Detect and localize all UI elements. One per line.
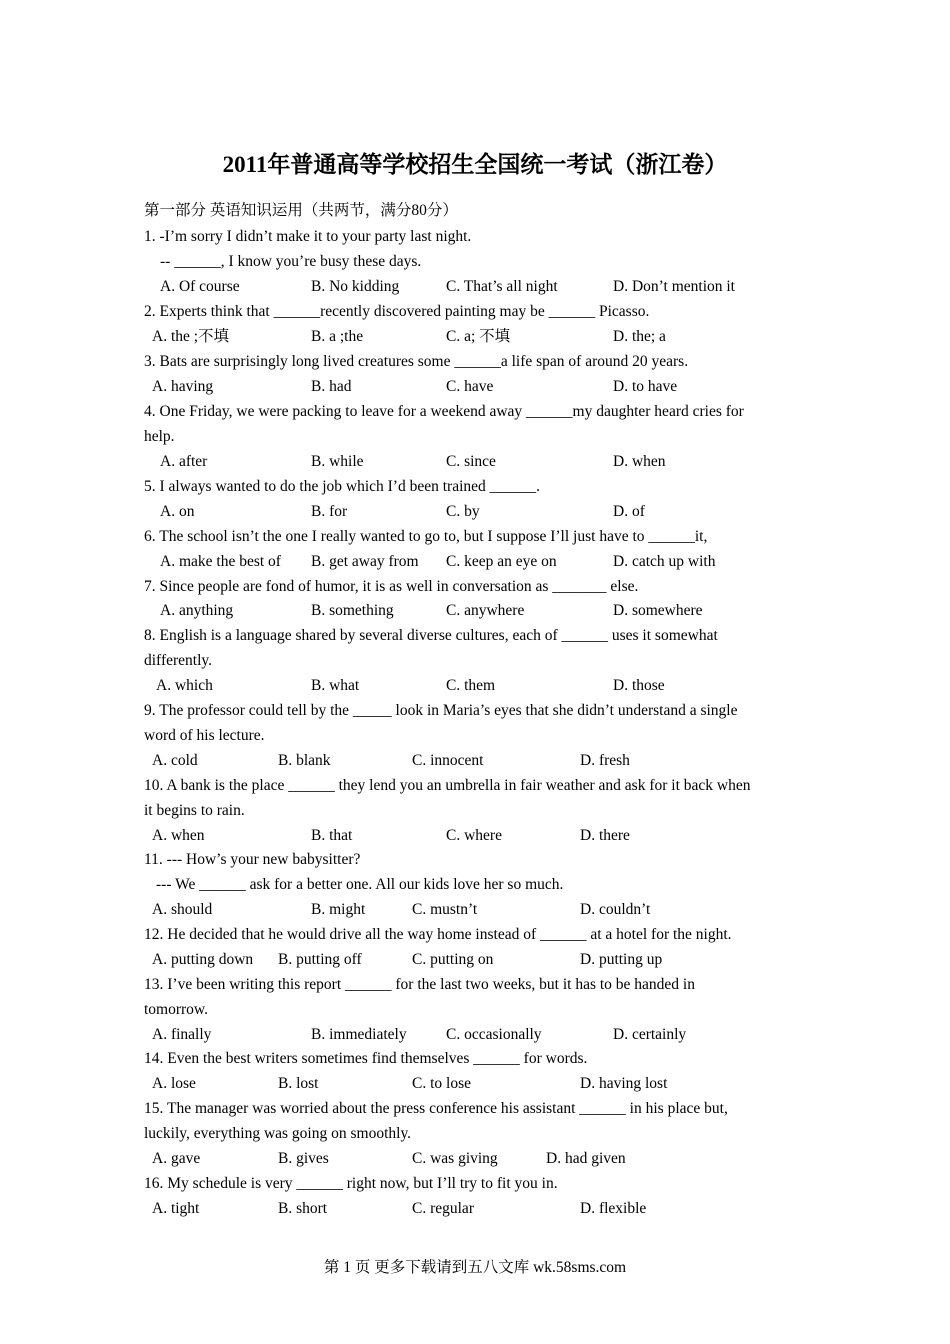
question-11-option-b: B. might (311, 901, 366, 918)
question-8-option-c: C. them (446, 677, 496, 694)
question-9-option-a: A. cold (152, 752, 198, 769)
question-16-option-d: D. flexible (580, 1200, 647, 1217)
question-12-option-a: A. putting down (152, 951, 254, 968)
question-14-option-c: C. to lose (412, 1075, 471, 1092)
question-13-option-b: B. immediately (311, 1026, 407, 1043)
question-2-stem: 2. Experts think that ______recently discovered painting may be ______ Picasso. (144, 303, 650, 320)
question-13-stem: 13. I’ve been writing this report ______ for the last two weeks, but it has to be handed in (144, 976, 695, 993)
question-16-option-c: C. regular (412, 1200, 474, 1217)
question-10-option-a: A. when (152, 827, 205, 844)
question-4-option-a: A. after (160, 453, 208, 470)
question-6-option-b: B. get away from (311, 553, 419, 570)
question-15-option-c: C. was giving (412, 1150, 498, 1167)
question-2-option-a: A. the ;不填 (152, 328, 230, 345)
question-15-stem: 15. The manager was worried about the press conference his assistant ______ in his place but, (144, 1100, 728, 1117)
question-11-option-c: C. mustn’t (412, 901, 478, 918)
question-10-option-b: B. that (311, 827, 353, 844)
question-11-stem-cont: --- We ______ ask for a better one. All our kids love her so much. (156, 876, 564, 893)
section-heading: 第一部分 英语知识运用（共两节，满分80分） (144, 202, 458, 219)
question-10-option-c: C. where (446, 827, 502, 844)
question-8-option-d: D. those (613, 677, 665, 694)
question-9-stem-cont: word of his lecture. (144, 727, 265, 744)
question-6-stem: 6. The school isn’t the one I really wanted to go to, but I suppose I’ll just have to ______it, (144, 528, 708, 545)
question-7-option-a: A. anything (160, 602, 234, 619)
question-13-stem-cont: tomorrow. (144, 1001, 208, 1018)
question-5-option-b: B. for (311, 503, 348, 520)
question-11-option-a: A. should (152, 901, 213, 918)
question-8-option-a: A. which (156, 677, 213, 694)
question-2-option-d: D. the; a (613, 328, 666, 345)
question-8-stem: 8. English is a language shared by several diverse cultures, each of ______ uses it somewhat (144, 627, 718, 644)
question-15-option-d: D. had given (546, 1150, 626, 1167)
question-10-stem-cont: it begins to rain. (144, 802, 245, 819)
question-12-option-c: C. putting on (412, 951, 494, 968)
question-3-option-b: B. had (311, 378, 352, 395)
question-9-stem: 9. The professor could tell by the _____ look in Maria’s eyes that she didn’t understand a single (144, 702, 738, 719)
question-1-option-b: B. No kidding (311, 278, 400, 295)
question-15-stem-cont: luckily, everything was going on smoothly. (144, 1125, 412, 1142)
question-7-option-b: B. something (311, 602, 394, 619)
question-9-option-b: B. blank (278, 752, 331, 769)
question-8-option-b: B. what (311, 677, 360, 694)
question-10-option-d: D. there (580, 827, 630, 844)
question-16-option-b: B. short (278, 1200, 328, 1217)
question-14-stem: 14. Even the best writers sometimes find themselves ______ for words. (144, 1050, 588, 1067)
question-4-stem: 4. One Friday, we were packing to leave for a weekend away ______my daughter heard cries for (144, 403, 744, 420)
question-9-option-c: C. innocent (412, 752, 484, 769)
question-9-option-d: D. fresh (580, 752, 630, 769)
question-4-option-c: C. since (446, 453, 496, 470)
question-3-stem: 3. Bats are surprisingly long lived creatures some ______a life span of around 20 years. (144, 353, 689, 370)
question-14-option-d: D. having lost (580, 1075, 668, 1092)
question-5-option-d: D. of (613, 503, 645, 520)
question-2-option-c: C. a; 不填 (446, 328, 511, 345)
question-15-option-b: B. gives (278, 1150, 329, 1167)
question-1-stem-cont: -- ______, I know you’re busy these days. (160, 253, 422, 270)
question-1-option-d: D. Don’t mention it (613, 278, 735, 295)
question-3-option-c: C. have (446, 378, 494, 395)
question-11-option-d: D. couldn’t (580, 901, 651, 918)
question-5-option-c: C. by (446, 503, 480, 520)
question-1-option-a: A. Of course (160, 278, 240, 295)
question-7-stem: 7. Since people are fond of humor, it is as well in conversation as _______ else. (144, 578, 639, 595)
question-16-option-a: A. tight (152, 1200, 200, 1217)
question-14-option-b: B. lost (278, 1075, 319, 1092)
question-8-stem-cont: differently. (144, 652, 213, 669)
question-1-stem: 1. -I’m sorry I didn’t make it to your party last night. (144, 228, 472, 245)
question-13-option-a: A. finally (152, 1026, 212, 1043)
question-12-option-d: D. putting up (580, 951, 663, 968)
question-6-option-c: C. keep an eye on (446, 553, 557, 570)
question-13-option-c: C. occasionally (446, 1026, 542, 1043)
question-13-option-d: D. certainly (613, 1026, 687, 1043)
question-7-option-c: C. anywhere (446, 602, 525, 619)
question-6-option-a: A. make the best of (160, 553, 281, 570)
question-14-option-a: A. lose (152, 1075, 196, 1092)
question-15-option-a: A. gave (152, 1150, 201, 1167)
question-12-option-b: B. putting off (278, 951, 362, 968)
question-4-option-d: D. when (613, 453, 666, 470)
question-6-option-d: D. catch up with (613, 553, 716, 570)
question-4-option-b: B. while (311, 453, 364, 470)
question-4-stem-cont: help. (144, 428, 175, 445)
question-1-option-c: C. That’s all night (446, 278, 558, 295)
question-12-stem: 12. He decided that he would drive all the way home instead of ______ at a hotel for the night. (144, 926, 732, 943)
page-footer: 第 1 页 更多下载请到五八文库 wk.58sms.com (323, 1259, 627, 1276)
question-5-stem: 5. I always wanted to do the job which I’d been trained ______. (144, 478, 541, 495)
question-3-option-a: A. having (152, 378, 214, 395)
question-2-option-b: B. a ;the (311, 328, 364, 345)
question-3-option-d: D. to have (613, 378, 678, 395)
question-5-option-a: A. on (160, 503, 195, 520)
document-title: 2011年普通高等学校招生全国统一考试（浙江卷） (222, 152, 728, 177)
question-16-stem: 16. My schedule is very ______ right now, but I’ll try to fit you in. (144, 1175, 558, 1192)
question-7-option-d: D. somewhere (613, 602, 703, 619)
question-11-stem: 11. --- How’s your new babysitter? (144, 851, 361, 868)
question-10-stem: 10. A bank is the place ______ they lend you an umbrella in fair weather and ask for it back when (144, 777, 751, 794)
